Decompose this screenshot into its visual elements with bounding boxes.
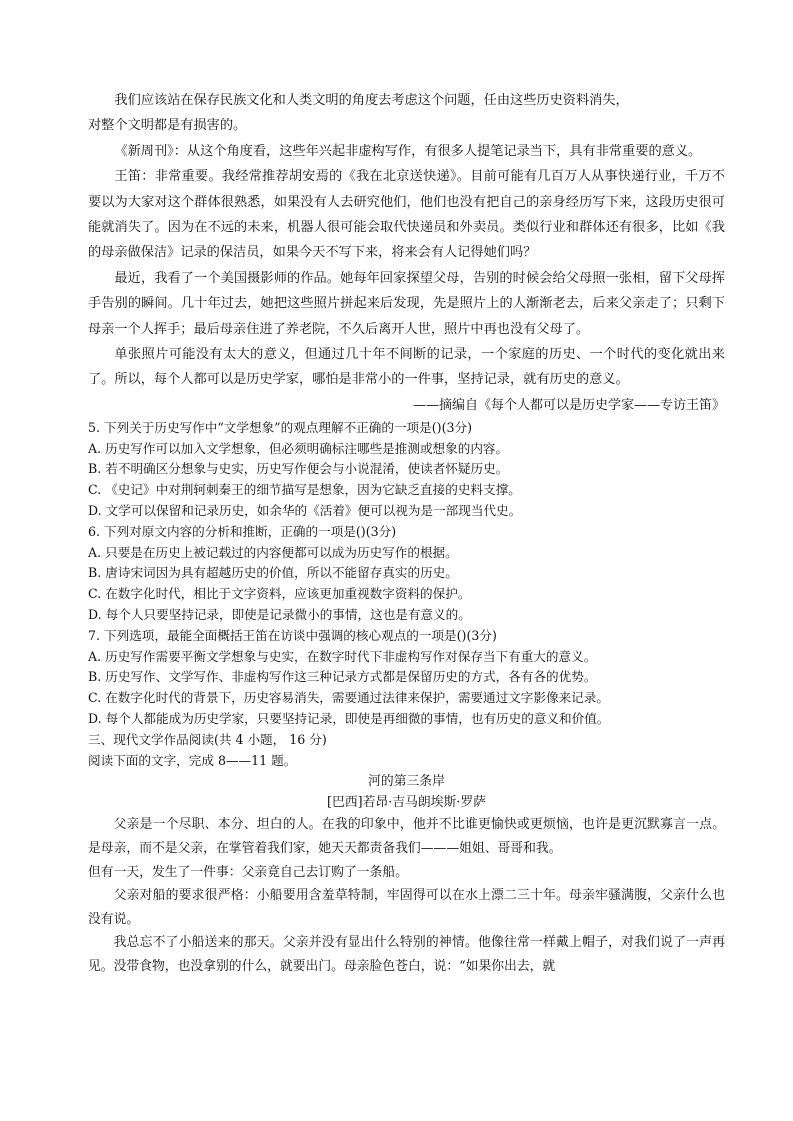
question-option: D. 每个人只要坚持记录，即使是记录微小的事情，这也是有意义的。 [88,607,471,623]
section-heading: 三、现代文学作品阅读(共 4 小题， 16 分) [88,731,327,747]
question-stem: 5. 下列关于历史写作中“文学想象”的观点理解不正确的一项是()(3分) [88,419,472,435]
question-5 [88,418,725,522]
article-source: ——摘编自《每个人都可以是历史学家——专访王笛》 [412,397,725,413]
story-title: 河的第三条岸 [368,774,445,790]
article-excerpt [88,88,725,418]
article-paragraph: 王笛：非常重要。我经常推荐胡安焉的《我在北京送快递》。目前可能有几百万人从事快递行业，千万不要以为大家对这个群体很熟悉，如果没有人去研究他们，他们也没有把自己的亲身经历写下来，这段历史很可能就消失了。因为在不远的未来，机器人很可能会取代快递员和外卖员。类似行业和群体还有很多，比如《我的母亲做保洁》记录的保洁员，如果今天不写下来，将来会有人记得她们吗？ [88,169,725,261]
story-author: [巴西]若昂·吉马朗埃斯·罗萨 [327,795,486,811]
article-paragraph: 对整个文明都是有损害的。 [88,118,247,134]
article-paragraph: 最近，我看了一个美国摄影师的作品。她每年回家探望父母，告别的时候会给父母照一张相，留下父母挥手告别的瞬间。几十年过去，她把这些照片拼起来后发现，先是照片上的人渐渐老去，后来父亲走了；只剩下母亲一个人挥手；最后母亲住进了养老院，不久后离开人世，照片中再也没有父母了。 [88,270,725,337]
story [88,771,725,978]
question-option: A. 历史写作可以加入文学想象，但必须明确标注哪些是推测或想象的内容。 [88,440,509,456]
story-paragraph: 父亲对船的要求很严格：小船要用含羞草特制，牢固得可以在水上漂二三十年。母亲牢骚满腹，父亲什么也没有说。 [88,888,725,927]
section-3-header [88,730,725,772]
question-option: C. 在数字化时代的背景下，历史容易消失，需要通过法律来保护，需要通过文字影像来记录。 [88,690,609,706]
question-option: B. 唐诗宋词因为具有超越历史的价值，所以不能留存真实的历史。 [88,565,458,581]
article-paragraph: 单张照片可能没有太大的意义，但通过几十年不间断的记录，一个家庭的历史、一个时代的变化就出来了。所以，每个人都可以是历史学家，哪怕是非常小的一件事，坚持记录，就有历史的意义。 [88,347,725,388]
question-stem: 7. 下列选项，最能全面概括王笛在访谈中强调的核心观点的一项是()(3分) [88,627,497,643]
question-option: D. 每个人都能成为历史学家，只要坚持记录，即使是再细微的事情，也有历史的意义和价值。 [88,711,610,727]
question-option: B. 历史写作、文学写作、非虚构写作这三种记录方式都是保留历史的方式，各有各的优势。 [88,669,597,685]
question-option: B. 若不明确区分想象与史实，历史写作便会与小说混淆，使读者怀疑历史。 [88,461,509,477]
story-paragraph: 我总忘不了小船送来的那天。父亲并没有显出什么特别的神情。他像往常一样戴上帽子，对我们说了一声再见。没带食物，也没拿别的什么，就要出门。母亲脸色苍白，说：“如果你出去，就 [88,935,725,974]
article-paragraph: 我们应该站在保存民族文化和人类文明的角度去考虑这个问题，任由这些历史资料消失， [114,93,629,108]
question-option: D. 文学可以保留和记录历史，如余华的《活着》便可以视为是一部现当代史。 [88,503,522,519]
question-option: C. 在数字化时代，相比于文字资料，应该更加重视数字资料的保护。 [88,586,471,602]
question-option: C. 《史记》中对荆轲刺秦王的细节描写是想象，因为它缺乏直接的史料支撑。 [88,482,521,498]
story-paragraph: 父亲是一个尽职、本分、坦白的人。在我的印象中，他并不比谁更愉快或更烦恼，也许是更沉默寡言一点。是母亲，而不是父亲，在掌管着我们家，她天天都责备我们———姐姐、哥哥和我。 [88,817,725,857]
question-option: A. 历史写作需要平衡文学想象与史实，在数字时代下非虚构写作对保存当下有重大的意义。 [88,648,597,664]
question-7 [88,626,725,730]
article-paragraph: 《新周刊》：从这个角度看，这些年兴起非虚构写作，有很多人提笔记录当下，具有非常重要的意义。 [114,143,702,159]
section-instruction: 阅读下面的文字，完成 8——11 题。 [88,752,297,768]
question-stem: 6. 下列对原文内容的分析和推断，正确的一项是()(3分) [88,523,397,539]
question-option: A. 只要是在历史上被记载过的内容便都可以成为历史写作的根据。 [88,544,458,560]
story-paragraph: 但有一天，发生了一件事：父亲竟自己去订购了一条船。 [88,864,408,880]
question-6 [88,522,725,626]
